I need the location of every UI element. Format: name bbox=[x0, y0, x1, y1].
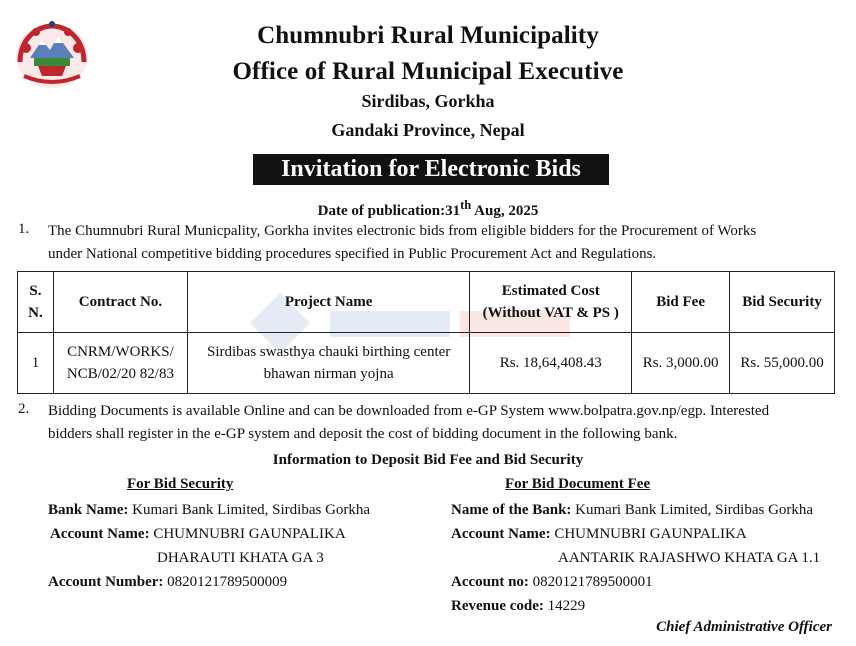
para1-text bbox=[48, 220, 848, 266]
deposit-heading: Information to Deposit Bid Fee and Bid Security bbox=[272, 452, 584, 468]
bid-table bbox=[17, 271, 835, 394]
fee-bank-label: Name of the Bank: bbox=[451, 502, 572, 518]
table-row bbox=[18, 333, 835, 394]
pub-date-sup: th bbox=[460, 198, 472, 212]
fee-account-number-label: Account no: bbox=[451, 574, 529, 590]
fee-bank-line bbox=[451, 502, 813, 519]
fee-bank-value: Kumari Bank Limited, Sirdibas Gorkha bbox=[571, 502, 814, 518]
header-sn: S. N. bbox=[18, 272, 54, 333]
security-bank-label: Bank Name: bbox=[48, 502, 129, 518]
notice-title-banner: Invitation for Electronic Bids bbox=[253, 154, 609, 185]
fee-revenue-label: Revenue code: bbox=[451, 598, 544, 614]
cell-project-name: Sirdibas swasthya chauki birthing center bhawan nirman yojna bbox=[187, 333, 469, 394]
para2-text bbox=[48, 400, 848, 446]
signatory-title: Chief Administrative Officer bbox=[656, 619, 832, 635]
cell-sn: 1 bbox=[18, 333, 54, 394]
para1-line1: The Chumnubri Rural Municpality, Gorkha invites electronic bids from eligible bidders for the Procurement of Works bbox=[48, 223, 757, 239]
cell-contract-no: CNRM/WORKS/ NCB/02/20 82/83 bbox=[53, 333, 187, 394]
cell-estimated-cost: Rs. 18,64,408.43 bbox=[470, 333, 632, 394]
security-account-number-line bbox=[48, 574, 287, 591]
cell-bid-security: Rs. 55,000.00 bbox=[730, 333, 835, 394]
header-estimated-cost bbox=[470, 272, 632, 333]
para2-number: 2. bbox=[18, 401, 30, 417]
security-bank-line bbox=[48, 502, 370, 519]
header-project-name: Project Name bbox=[187, 272, 469, 333]
location-line: Sirdibas, Gorkha bbox=[361, 91, 495, 111]
pub-date-day: 31 bbox=[445, 203, 461, 219]
header-cost-line2: (Without VAT & PS ) bbox=[482, 305, 619, 321]
cell-bid-fee: Rs. 3,000.00 bbox=[632, 333, 730, 394]
para2-line1: Bidding Documents is available Online and can be downloaded from e-GP System www.bolpatra.gov.np/egp. Interested bbox=[48, 403, 770, 419]
table-header-row bbox=[18, 272, 835, 333]
fee-account-number-line bbox=[451, 574, 653, 591]
fee-account-name-cont: AANTARIK RAJASHWO KHATA GA 1.1 bbox=[558, 550, 821, 566]
para1-number: 1. bbox=[18, 221, 30, 237]
security-account-name-value: CHUMNUBRI GAUNPALIKA bbox=[149, 526, 346, 542]
para1-line2: under National competitive bidding procedures specified in Public Procurement Act and Regulations. bbox=[48, 246, 657, 262]
security-account-number-label: Account Number: bbox=[48, 574, 164, 590]
header-bid-security: Bid Security bbox=[730, 272, 835, 333]
org-title: Chumnubri Rural Municipality bbox=[257, 22, 599, 49]
fee-account-name-line bbox=[451, 526, 747, 543]
fee-account-name-value: CHUMNUBRI GAUNPALIKA bbox=[550, 526, 747, 542]
security-account-name-line bbox=[50, 526, 346, 543]
pub-date-label: Date of publication: bbox=[317, 203, 446, 219]
fee-account-name-label: Account Name: bbox=[451, 526, 551, 542]
fee-revenue-value: 14229 bbox=[543, 598, 586, 614]
pub-date-rest: Aug, 2025 bbox=[471, 203, 539, 219]
header-cost-line1: Estimated Cost bbox=[501, 283, 600, 299]
security-account-number-value: 0820121789500009 bbox=[163, 574, 288, 590]
province-line: Gandaki Province, Nepal bbox=[331, 120, 525, 140]
security-account-name-label: Account Name: bbox=[50, 526, 150, 542]
office-title: Office of Rural Municipal Executive bbox=[232, 58, 624, 85]
security-bank-value: Kumari Bank Limited, Sirdibas Gorkha bbox=[128, 502, 371, 518]
header-bid-fee: Bid Fee bbox=[632, 272, 730, 333]
fee-revenue-line bbox=[451, 598, 585, 615]
publication-date bbox=[0, 198, 856, 220]
bid-fee-title: For Bid Document Fee bbox=[505, 476, 651, 492]
fee-account-number-value: 0820121789500001 bbox=[528, 574, 653, 590]
para2-line2: bidders shall register in the e-GP system and deposit the cost of bidding document in the following bank. bbox=[48, 426, 678, 442]
security-account-name-cont: DHARAUTI KHATA GA 3 bbox=[157, 550, 324, 566]
header-contract-no: Contract No. bbox=[53, 272, 187, 333]
bid-security-title: For Bid Security bbox=[127, 476, 234, 492]
